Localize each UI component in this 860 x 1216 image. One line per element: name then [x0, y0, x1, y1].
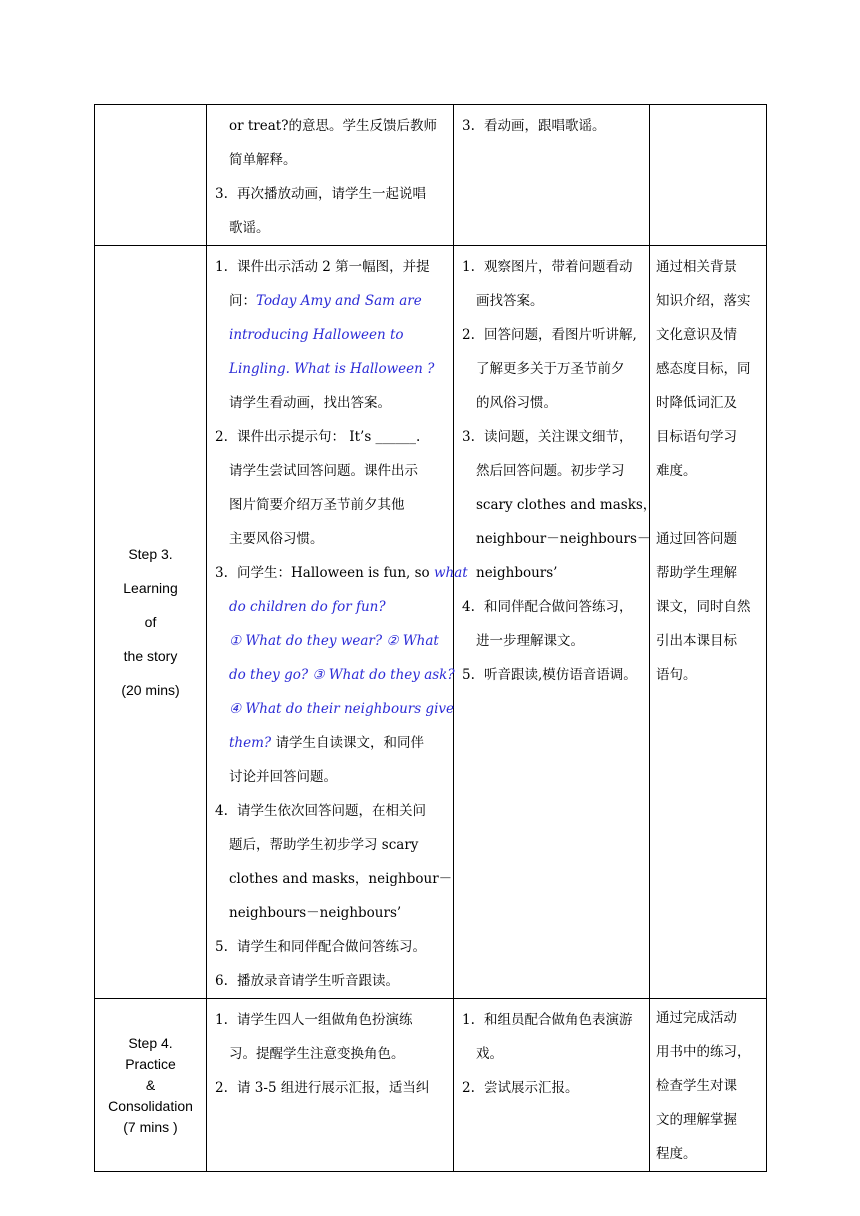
teacher-activity-cell: [207, 105, 454, 246]
text-line: 问学生：Halloween is fun, so: [237, 565, 434, 581]
text-line: 进一步理解课文。: [476, 633, 584, 649]
text-line: 通过完成活动: [656, 1010, 737, 1026]
list-number: 1.: [462, 259, 475, 275]
text-line: 主要风俗习惯。: [229, 531, 324, 547]
text-line: 听音跟读,模仿语音语调。: [484, 667, 637, 683]
purpose-cell: [650, 999, 767, 1172]
list-number: 2.: [215, 1080, 228, 1096]
text-line: 知识介绍，落实: [656, 293, 751, 309]
text-line: 课文，同时自然: [656, 599, 751, 615]
text-line: 目标语句学习: [656, 429, 737, 445]
text-line: 请学生四人一组做角色扮演练: [237, 1012, 413, 1028]
step-label: the story: [123, 648, 178, 664]
purpose-cell: [650, 246, 767, 999]
text-line: 请学生和同伴配合做问答练习。: [237, 939, 426, 955]
table-row: [95, 999, 767, 1172]
list-number: 4.: [215, 803, 228, 819]
text-line: 了解更多关于万圣节前夕: [476, 361, 625, 377]
text-line: neighbours－neighbours’: [229, 905, 402, 921]
text-line: scary clothes and masks，: [476, 497, 657, 513]
text-line: 然后回答问题。初步学习: [476, 463, 625, 479]
text-line: 时降低词汇及: [656, 395, 737, 411]
student-activity-cell: [454, 246, 657, 999]
step-duration: (20 mins): [121, 682, 180, 698]
text-line: 再次播放动画，请学生一起说唱: [237, 186, 426, 202]
step-label: Practice: [125, 1055, 176, 1072]
step-cell: [95, 246, 207, 999]
step-cell: [95, 105, 207, 246]
list-number: 1.: [215, 259, 228, 275]
question-text: them?: [229, 735, 272, 751]
text-line: 文化意识及情: [656, 327, 737, 343]
table-row: [95, 105, 767, 246]
blank-line: [656, 488, 762, 522]
text-line: 通过回答问题: [656, 531, 737, 547]
text-line: 播放录音请学生听音跟读。: [237, 973, 399, 989]
text-line: 回答问题，看图片听讲解,: [484, 327, 637, 343]
question-text: do they go? ③ What do they ask?: [229, 667, 455, 683]
list-number: 4.: [462, 599, 475, 615]
text-line: 看动画，跟唱歌谣。: [484, 118, 606, 134]
list-number: 1.: [462, 1012, 475, 1028]
text-line: 请 3-5 组进行展示汇报，适当纠: [237, 1080, 430, 1096]
text-line: 课件出示提示句： It’s ______.: [237, 429, 421, 445]
text-line: clothes and masks，neighbour－: [229, 871, 453, 887]
question-text: Today Amy and Sam are: [256, 293, 422, 309]
text-line: 图片简要介绍万圣节前夕其他: [229, 497, 405, 513]
list-number: 3.: [462, 118, 475, 134]
text-line: 观察图片，带着问题看动: [484, 259, 633, 275]
text-line: 题后，帮助学生初步学习 scary: [229, 837, 419, 853]
list-number: 1.: [215, 1012, 228, 1028]
step-title: Step 4.: [128, 1034, 173, 1051]
text-line: 语句。: [656, 667, 697, 683]
step-label: Consolidation: [108, 1097, 193, 1114]
text-line: 程度。: [656, 1146, 697, 1162]
text-line: 问：: [229, 293, 256, 309]
list-number: 2.: [462, 327, 475, 343]
text-line: 读问题，关注课文细节，: [484, 429, 633, 445]
step-duration: (7 mins ): [123, 1118, 178, 1135]
text-line: or treat?的意思。学生反馈后教师: [229, 118, 437, 134]
text-line: 习。提醒学生注意变换角色。: [229, 1046, 405, 1062]
question-text: Lingling. What is Halloween ?: [229, 361, 435, 377]
text-line: 和组员配合做角色表演游: [484, 1012, 633, 1028]
text-line: 感态度目标，同: [656, 361, 751, 377]
text-line: 请学生依次回答问题，在相关问: [237, 803, 426, 819]
text-line: 课件出示活动 2 第一幅图，并提: [237, 259, 430, 275]
step-label: of: [144, 614, 157, 630]
list-number: 3.: [215, 186, 228, 202]
text-line: 戏。: [476, 1046, 503, 1062]
question-text: what: [433, 565, 468, 581]
text-line: 和同伴配合做问答练习，: [484, 599, 633, 615]
text-line: neighbours’: [476, 565, 558, 581]
list-number: 6.: [215, 973, 228, 989]
step-title: Step 3.: [128, 546, 173, 562]
text-line: 画找答案。: [476, 293, 544, 309]
text-line: 尝试展示汇报。: [484, 1080, 579, 1096]
list-number: 5.: [215, 939, 228, 955]
lesson-plan-table: [94, 104, 767, 1172]
step-label: Learning: [123, 580, 178, 596]
question-text: do children do for fun?: [229, 599, 386, 615]
text-line: 请学生看动画，找出答案。: [229, 395, 391, 411]
text-line: neighbour－neighbours－: [476, 531, 651, 547]
text-line: 简单解释。: [229, 152, 297, 168]
text-line: 请学生尝试回答问题。课件出示: [229, 463, 418, 479]
table-row: [95, 246, 767, 999]
student-activity-cell: [454, 105, 650, 246]
text-line: 请学生自读课文，和同伴: [271, 735, 424, 751]
list-number: 3.: [462, 429, 475, 445]
text-line: 帮助学生理解: [656, 565, 737, 581]
question-text: introducing Halloween to: [229, 327, 404, 343]
step-label: &: [145, 1076, 156, 1093]
text-line: 检查学生对课: [656, 1078, 737, 1094]
teacher-activity-cell: [207, 999, 454, 1172]
step-cell: [95, 999, 207, 1172]
text-line: 歌谣。: [229, 220, 270, 236]
list-number: 2.: [215, 429, 228, 445]
purpose-cell: [650, 105, 767, 246]
text-line: 的风俗习惯。: [476, 395, 557, 411]
text-line: 通过相关背景: [656, 259, 737, 275]
text-line: 讨论并回答问题。: [229, 769, 337, 785]
text-line: 引出本课目标: [656, 633, 737, 649]
text-line: 用书中的练习，: [656, 1044, 751, 1060]
question-text: ① What do they wear? ② What: [229, 633, 439, 649]
list-number: 3.: [215, 565, 228, 581]
teacher-activity-cell: [207, 246, 468, 999]
list-number: 5.: [462, 667, 475, 683]
student-activity-cell: [454, 999, 650, 1172]
text-line: 文的理解掌握: [656, 1112, 737, 1128]
text-line: 难度。: [656, 463, 697, 479]
question-text: ④ What do their neighbours give: [229, 701, 455, 717]
list-number: 2.: [462, 1080, 475, 1096]
